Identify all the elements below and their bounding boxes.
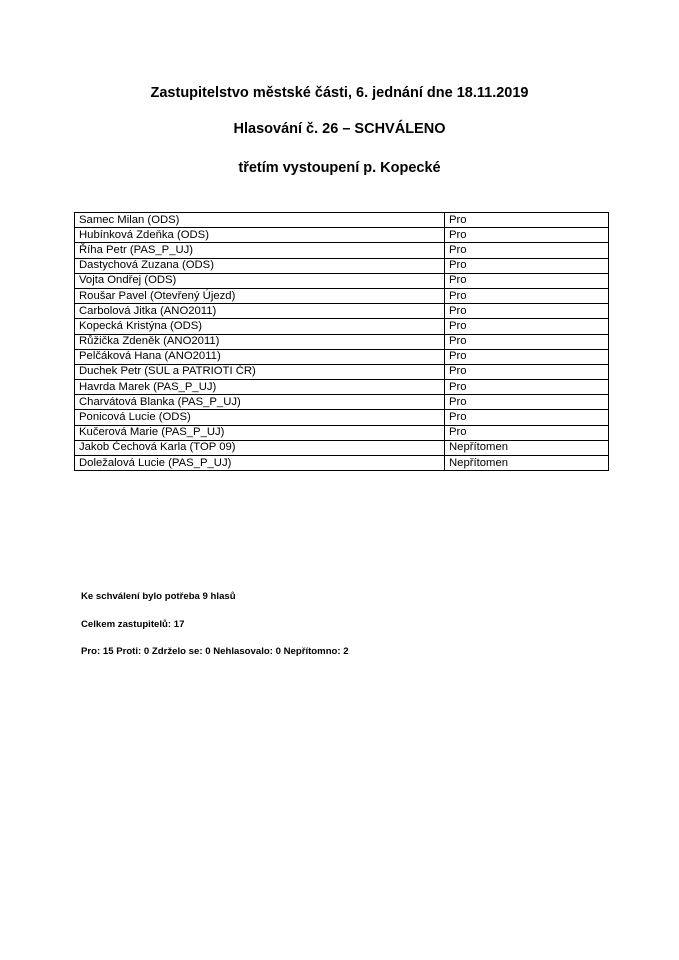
vote-number-heading: Hlasování č. 26 – SCHVÁLENO [233,121,446,137]
votes-table [74,212,609,471]
vote-cell: Pro [445,258,609,273]
table-row [75,288,609,303]
table-row [75,319,609,334]
member-name-cell: Havrda Marek (PAS_P_UJ) [75,380,445,395]
vote-cell: Pro [445,273,609,288]
member-name-cell: Roušar Pavel (Otevřený Újezd) [75,288,445,303]
total-members-note: Celkem zastupitelů: 17 [81,619,185,630]
member-name-cell: Kučerová Marie (PAS_P_UJ) [75,425,445,440]
member-name-cell: Vojta Ondřej (ODS) [75,273,445,288]
vote-cell: Pro [445,243,609,258]
table-row [75,425,609,440]
table-row [75,258,609,273]
member-name-cell: Carbolová Jitka (ANO2011) [75,304,445,319]
table-row [75,410,609,425]
table-row [75,334,609,349]
vote-subject-heading: třetím vystoupení p. Kopecké [238,160,441,176]
vote-cell: Pro [445,213,609,228]
table-row [75,243,609,258]
member-name-cell: Dastychová Zuzana (ODS) [75,258,445,273]
member-name-cell: Růžička Zdeněk (ANO2011) [75,334,445,349]
member-name-cell: Pelčáková Hana (ANO2011) [75,349,445,364]
table-row [75,364,609,379]
document-title: Zastupitelstvo městské části, 6. jednání dne 18.11.2019 [150,85,529,101]
vote-cell: Pro [445,380,609,395]
vote-cell: Pro [445,288,609,303]
required-votes-note: Ke schválení bylo potřeba 9 hlasů [81,591,236,602]
vote-cell: Pro [445,364,609,379]
table-row [75,380,609,395]
member-name-cell: Samec Milan (ODS) [75,213,445,228]
vote-cell: Pro [445,304,609,319]
table-row [75,395,609,410]
table-row [75,440,609,455]
table-row [75,304,609,319]
vote-cell: Pro [445,410,609,425]
vote-cell: Pro [445,319,609,334]
member-name-cell: Hubínková Zdeňka (ODS) [75,228,445,243]
vote-cell: Pro [445,334,609,349]
member-name-cell: Kopecká Kristýna (ODS) [75,319,445,334]
table-row [75,213,609,228]
vote-cell: Pro [445,349,609,364]
table-row [75,456,609,471]
vote-cell: Pro [445,395,609,410]
table-row [75,228,609,243]
table-row [75,273,609,288]
vote-cell: Pro [445,228,609,243]
member-name-cell: Ponicová Lucie (ODS) [75,410,445,425]
vote-results-summary: Pro: 15 Proti: 0 Zdrželo se: 0 Nehlasovalo: 0 Nepřítomno: 2 [81,646,349,657]
member-name-cell: Jakob Čechová Karla (TOP 09) [75,440,445,455]
table-row [75,349,609,364]
vote-cell: Nepřítomen [445,456,609,471]
member-name-cell: Doležalová Lucie (PAS_P_UJ) [75,456,445,471]
member-name-cell: Říha Petr (PAS_P_UJ) [75,243,445,258]
vote-cell: Nepřítomen [445,440,609,455]
member-name-cell: Charvátová Blanka (PAS_P_UJ) [75,395,445,410]
member-name-cell: Duchek Petr (SÚL a PATRIOTI ČR) [75,364,445,379]
votes-table-body [75,213,609,471]
vote-cell: Pro [445,425,609,440]
